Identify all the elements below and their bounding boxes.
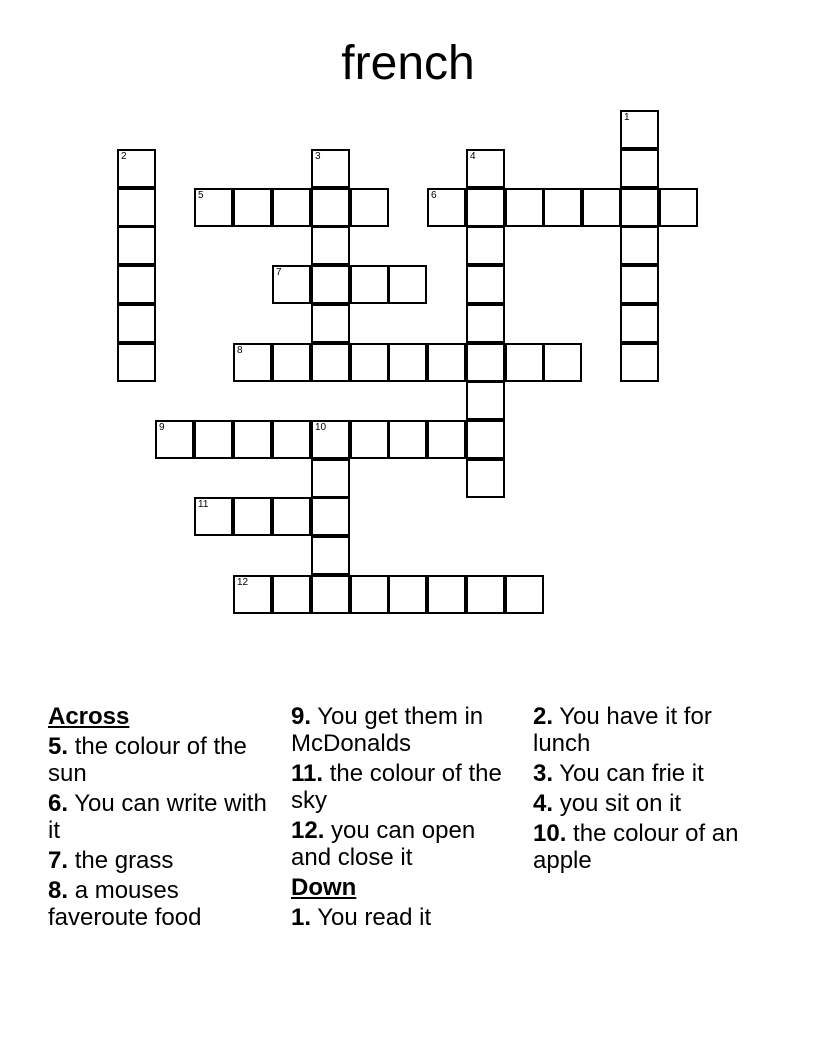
clue-text: You have it for lunch: [533, 703, 712, 757]
cell-number: 4: [470, 151, 476, 162]
grid-cell[interactable]: [194, 497, 233, 536]
grid-cell[interactable]: [466, 188, 505, 227]
grid-cell[interactable]: [620, 343, 659, 382]
grid-cell[interactable]: [311, 188, 350, 227]
clue-down-10: [533, 820, 763, 874]
grid-cell[interactable]: [311, 497, 350, 536]
clue-across-11: [291, 760, 521, 814]
grid-cell[interactable]: [466, 343, 505, 382]
clue-across-5: [48, 733, 273, 787]
grid-cell[interactable]: [272, 265, 311, 304]
clue-text: the colour of the sky: [291, 760, 502, 814]
grid-cell[interactable]: [272, 497, 311, 536]
clue-number: 3.: [533, 760, 554, 787]
cell-number: 8: [237, 345, 243, 356]
cell-number: 2: [121, 151, 127, 162]
grid-cell[interactable]: [272, 575, 311, 614]
clue-column-2: [291, 703, 521, 934]
grid-cell[interactable]: [311, 575, 350, 614]
grid-cell[interactable]: [117, 149, 156, 188]
grid-cell[interactable]: [117, 226, 156, 265]
grid-cell[interactable]: [505, 575, 544, 614]
grid-cell[interactable]: [117, 265, 156, 304]
grid-cell[interactable]: [466, 381, 505, 420]
clue-text: You get them in McDonalds: [291, 703, 484, 757]
clue-down-3: [533, 760, 763, 787]
clue-text: a mouses faveroute food: [48, 877, 202, 931]
across-heading: Across: [48, 703, 130, 730]
grid-cell[interactable]: [311, 343, 350, 382]
clue-column-1: [48, 703, 273, 934]
clue-text: the grass: [74, 847, 174, 874]
grid-cell[interactable]: [350, 343, 389, 382]
grid-cell[interactable]: [388, 343, 427, 382]
grid-cell[interactable]: [311, 226, 350, 265]
clue-across-7: [48, 847, 273, 874]
clue-across-9: [291, 703, 521, 757]
clue-across-12: [291, 817, 521, 871]
clue-text: you sit on it: [559, 790, 682, 817]
grid-cell[interactable]: [155, 420, 194, 459]
grid-cell[interactable]: [427, 188, 466, 227]
grid-cell[interactable]: [466, 575, 505, 614]
grid-cell[interactable]: [466, 226, 505, 265]
grid-cell[interactable]: [311, 265, 350, 304]
grid-cell[interactable]: [427, 575, 466, 614]
grid-cell[interactable]: [272, 188, 311, 227]
grid-cell[interactable]: [505, 188, 544, 227]
clue-number: 12.: [291, 817, 325, 844]
grid-cell[interactable]: [350, 188, 389, 227]
grid-cell[interactable]: [194, 188, 233, 227]
grid-cell[interactable]: [117, 188, 156, 227]
grid-cell[interactable]: [620, 149, 659, 188]
clue-number: 10.: [533, 820, 567, 847]
grid-cell[interactable]: [543, 188, 582, 227]
grid-cell[interactable]: [233, 343, 272, 382]
down-heading: Down: [291, 874, 357, 901]
clue-down-4: [533, 790, 763, 817]
grid-cell[interactable]: [466, 304, 505, 343]
grid-cell[interactable]: [311, 304, 350, 343]
clue-number: 6.: [48, 790, 69, 817]
grid-cell[interactable]: [466, 149, 505, 188]
clue-across-6: [48, 790, 273, 844]
grid-cell[interactable]: [427, 343, 466, 382]
cell-number: 9: [159, 422, 165, 433]
grid-cell[interactable]: [350, 575, 389, 614]
grid-cell[interactable]: [233, 420, 272, 459]
clue-across-8: [48, 877, 273, 931]
clue-number: 4.: [533, 790, 554, 817]
grid-cell[interactable]: [233, 497, 272, 536]
grid-cell[interactable]: [272, 343, 311, 382]
grid-cell[interactable]: [427, 420, 466, 459]
cell-number: 5: [198, 190, 204, 201]
page-title: french: [341, 37, 475, 90]
grid-cell[interactable]: [543, 343, 582, 382]
grid-cell[interactable]: [620, 110, 659, 149]
grid-cell[interactable]: [350, 265, 389, 304]
grid-cell[interactable]: [466, 265, 505, 304]
clue-text: the colour of an apple: [533, 820, 739, 874]
grid-cell[interactable]: [466, 420, 505, 459]
grid-cell[interactable]: [233, 188, 272, 227]
grid-cell[interactable]: [311, 459, 350, 498]
clue-column-3: [533, 703, 763, 877]
cell-number: 10: [315, 422, 327, 433]
cell-number: 6: [431, 190, 437, 201]
grid-cell[interactable]: [117, 343, 156, 382]
clue-text: the colour of the sun: [48, 733, 247, 787]
clue-number: 8.: [48, 877, 69, 904]
clue-text: You can frie it: [559, 760, 704, 787]
grid-cell[interactable]: [350, 420, 389, 459]
clue-number: 7.: [48, 847, 69, 874]
grid-cell[interactable]: [388, 575, 427, 614]
grid-cell[interactable]: [620, 265, 659, 304]
clue-text: you can open and close it: [291, 817, 476, 871]
cell-number: 12: [237, 577, 249, 588]
grid-cell[interactable]: [620, 188, 659, 227]
grid-cell[interactable]: [233, 575, 272, 614]
cell-number: 11: [198, 499, 209, 510]
clue-number: 11.: [291, 760, 324, 787]
grid-cell[interactable]: [117, 304, 156, 343]
grid-cell[interactable]: [311, 536, 350, 575]
clue-down-1: [291, 904, 521, 931]
grid-cell[interactable]: [505, 343, 544, 382]
grid-cell[interactable]: [272, 420, 311, 459]
grid-cell[interactable]: [620, 304, 659, 343]
grid-cell[interactable]: [388, 265, 427, 304]
clue-number: 1.: [291, 904, 312, 931]
clue-text: You can write with it: [48, 790, 267, 844]
grid-cell[interactable]: [194, 420, 233, 459]
grid-cell[interactable]: [311, 149, 350, 188]
clue-number: 5.: [48, 733, 69, 760]
clue-number: 9.: [291, 703, 312, 730]
clue-text: You read it: [317, 904, 432, 931]
grid-cell[interactable]: [388, 420, 427, 459]
grid-cell[interactable]: [620, 226, 659, 265]
grid-cell[interactable]: [582, 188, 621, 227]
clue-down-2: [533, 703, 763, 757]
cell-number: 3: [315, 151, 321, 162]
cell-number: 1: [624, 112, 630, 123]
cell-number: 7: [276, 267, 282, 278]
grid-cell[interactable]: [311, 420, 350, 459]
grid-cell[interactable]: [659, 188, 698, 227]
clue-number: 2.: [533, 703, 554, 730]
grid-cell[interactable]: [466, 459, 505, 498]
